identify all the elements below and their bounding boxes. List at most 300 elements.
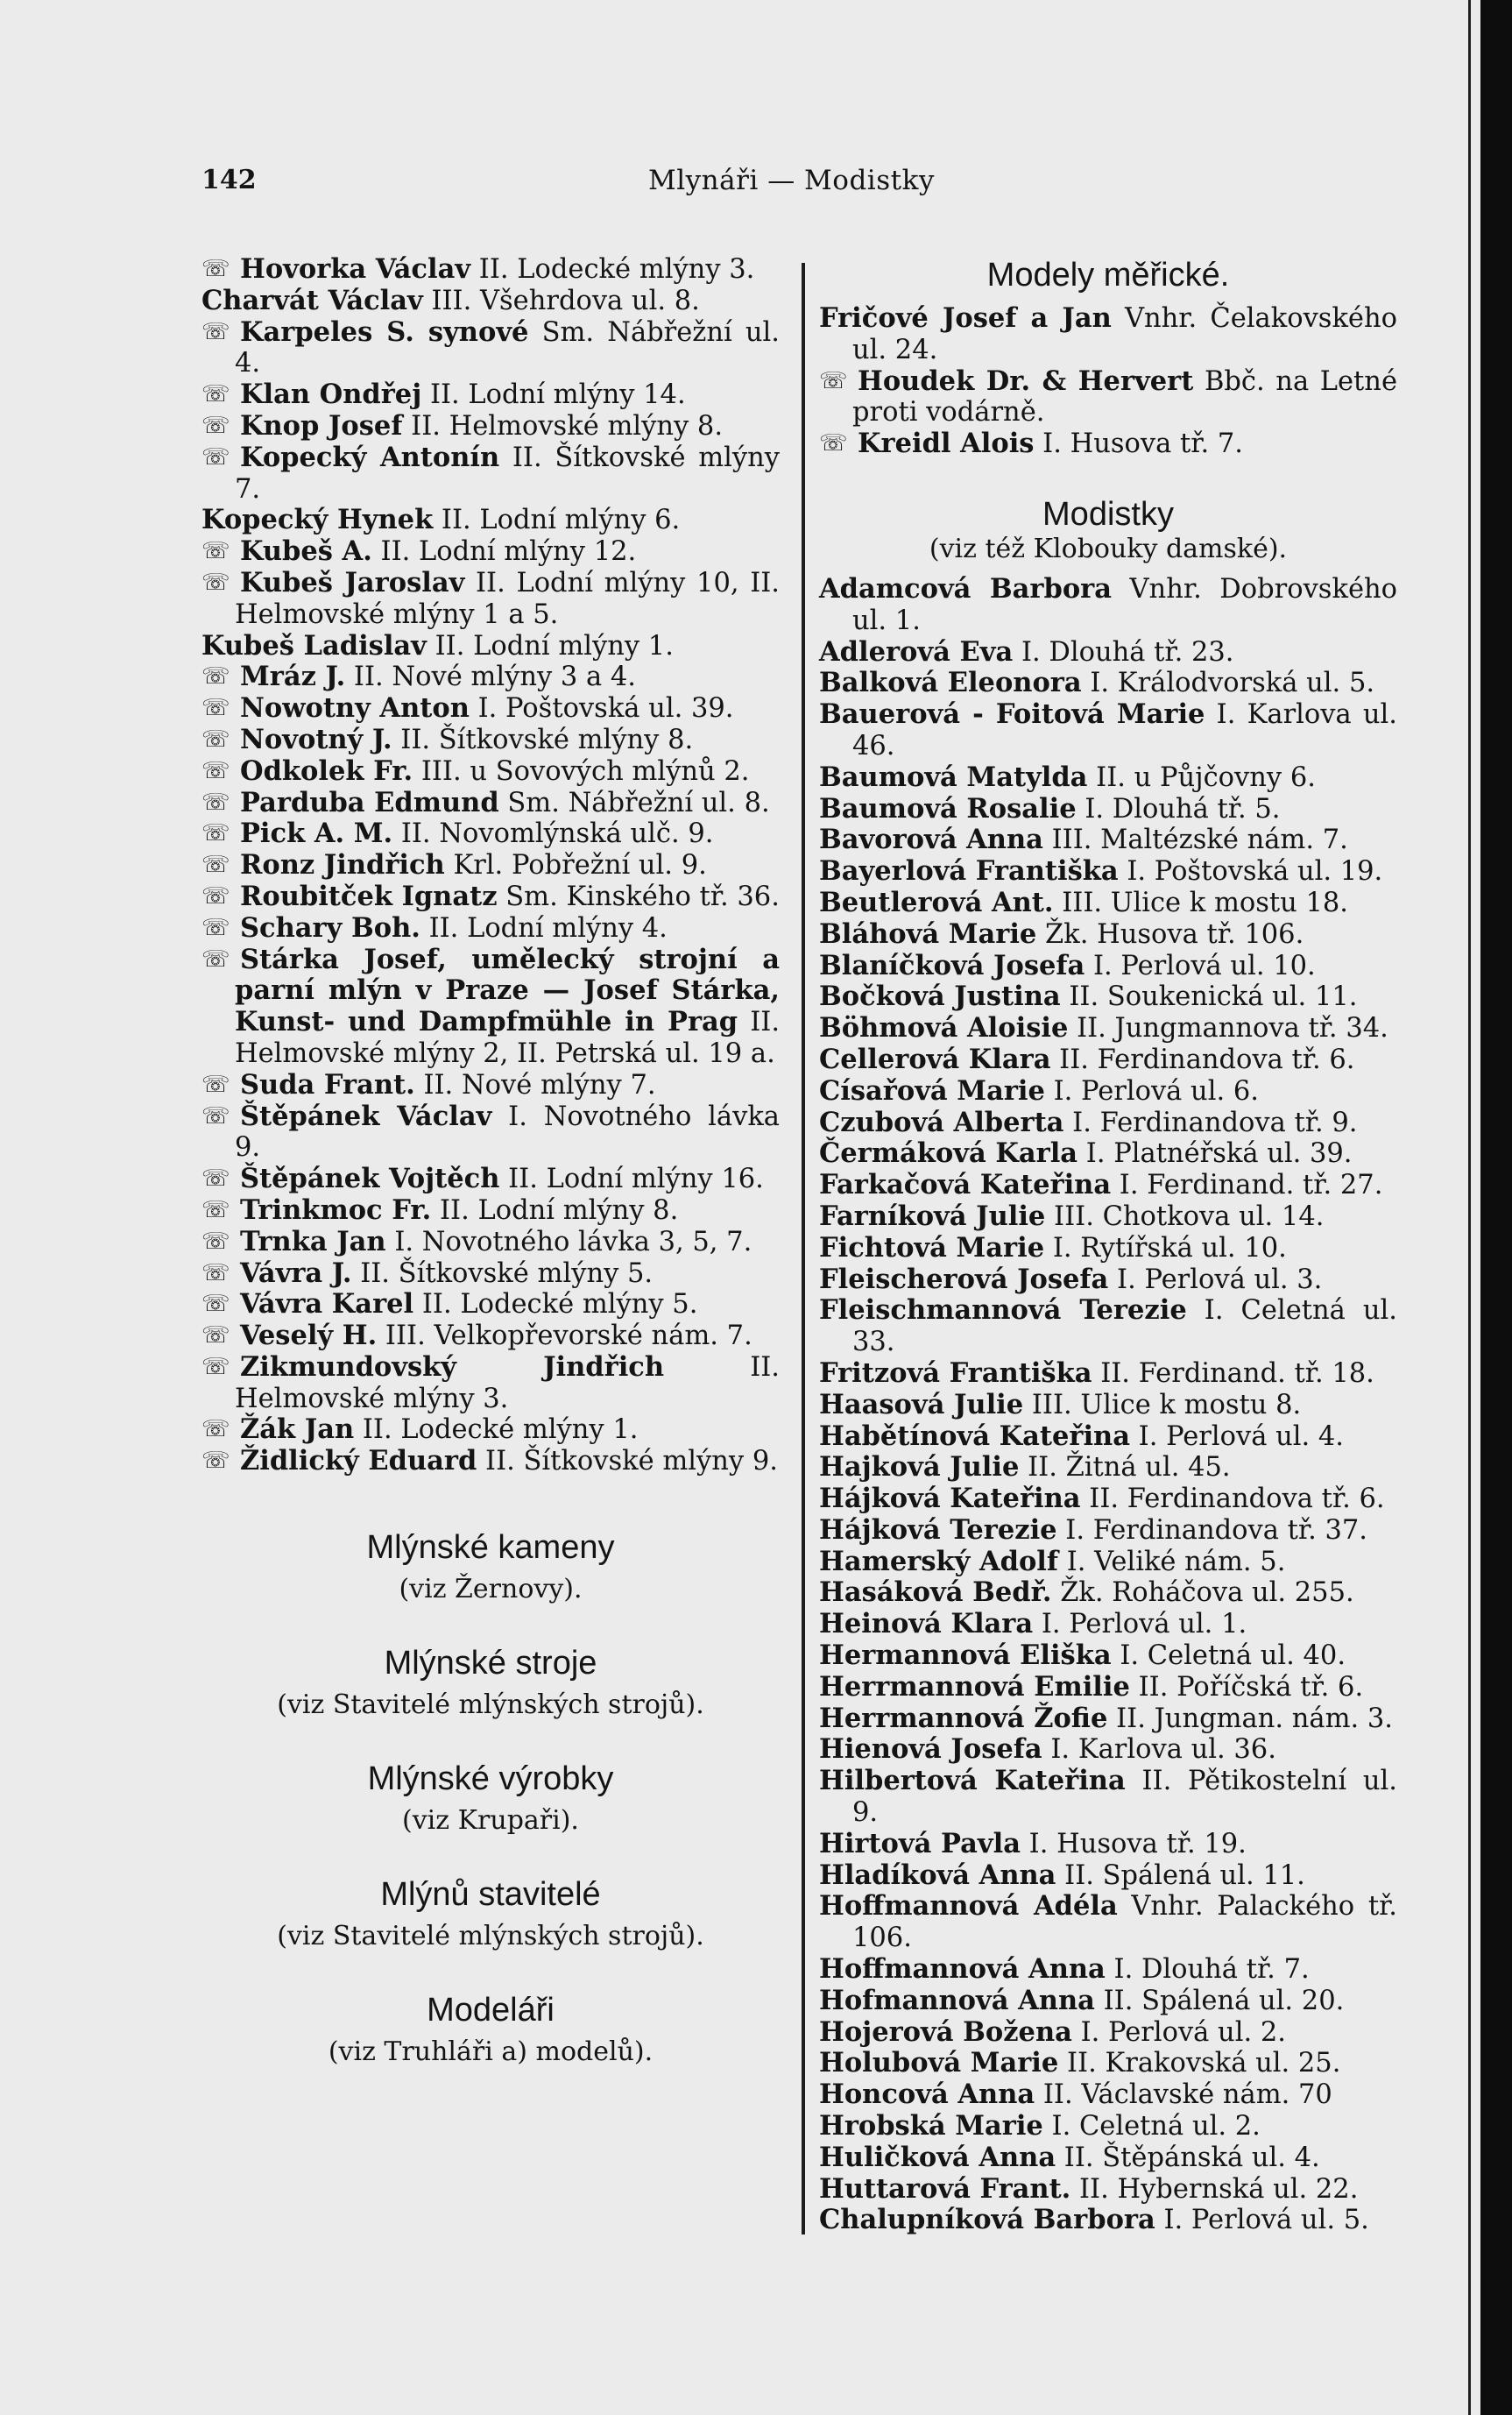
entry-name: Kopecký Antonín bbox=[240, 441, 500, 473]
entry-address: III. Chotkova ul. 14. bbox=[1054, 1200, 1325, 1232]
entry-name: Fichtová Marie bbox=[819, 1231, 1045, 1264]
entry-address: II. Helmovské mlýny 2, II. Petrská ul. 19 a. bbox=[235, 1007, 781, 1069]
directory-entry bbox=[819, 1672, 1397, 1703]
entry-name: Huttarová Frant. bbox=[819, 2172, 1071, 2205]
entry-address: I. Ferdinandova tř. 37. bbox=[1065, 1514, 1367, 1546]
directory-entry bbox=[201, 1446, 780, 1477]
telephone-icon: ☏ bbox=[201, 663, 230, 691]
entry-address: I. Poštovská ul. 39. bbox=[477, 693, 734, 725]
running-head: Mlynáři — Modistky bbox=[648, 165, 935, 196]
entry-name: Hrobská Marie bbox=[819, 2110, 1043, 2142]
directory-entry bbox=[201, 1227, 780, 1258]
entry-name: Hamerský Adolf bbox=[819, 1545, 1059, 1577]
entry-name: Adlerová Eva bbox=[819, 635, 1014, 668]
telephone-icon: ☏ bbox=[201, 1416, 230, 1443]
entry-name: Stárka Josef, umělecký strojní a parní mlýn v Praze — Josef Stárka, Kunst- und Dampfmühle in Prag bbox=[235, 943, 780, 1038]
entry-name: Hájková Terezie bbox=[819, 1513, 1057, 1546]
entry-name: Chalupníková Barbora bbox=[819, 2204, 1155, 2236]
entry-name: Heinová Klara bbox=[819, 1608, 1034, 1640]
entry-address: II. Štěpánská ul. 4. bbox=[1063, 2142, 1320, 2173]
telephone-icon: ☏ bbox=[201, 1071, 230, 1098]
entry-address: I. Ferdinandova tř. 9. bbox=[1072, 1107, 1358, 1138]
entry-address: III. Velkopřevorské nám. 7. bbox=[385, 1321, 752, 1352]
telephone-icon: ☏ bbox=[201, 1448, 230, 1475]
directory-entry bbox=[819, 1108, 1397, 1139]
entry-name: Czubová Alberta bbox=[819, 1106, 1064, 1138]
entry-name: Štěpánek Václav bbox=[240, 1100, 492, 1132]
telephone-icon: ☏ bbox=[201, 882, 230, 910]
directory-entry bbox=[819, 1390, 1397, 1421]
entry-name: Karpeles S. synové bbox=[240, 315, 529, 348]
entry-name: Trinkmoc Fr. bbox=[240, 1193, 432, 1226]
entry-name: Hienová Josefa bbox=[819, 1733, 1042, 1766]
entry-name: Fričové Josef a Jan bbox=[819, 302, 1112, 334]
entry-name: Beutlerová Ant. bbox=[819, 886, 1054, 918]
entry-name: Žák Jan bbox=[240, 1413, 355, 1446]
entry-name: Židlický Eduard bbox=[240, 1445, 477, 1477]
directory-entry bbox=[819, 825, 1397, 856]
directory-entry bbox=[201, 1164, 780, 1195]
mlynari-list bbox=[201, 254, 780, 1477]
entry-address: I. Veliké nám. 5. bbox=[1066, 1546, 1286, 1577]
entry-name: Bavorová Anna bbox=[819, 824, 1043, 856]
directory-entry bbox=[819, 1577, 1397, 1609]
directory-entry bbox=[819, 1295, 1397, 1358]
section-heading-modely: Modely měřické. bbox=[986, 257, 1230, 294]
entry-address: II. Novomlýnská ulč. 9. bbox=[400, 818, 714, 850]
directory-entry bbox=[819, 2142, 1397, 2174]
directory-entry bbox=[819, 1358, 1397, 1390]
entry-name: Houdek Dr. & Hervert bbox=[858, 365, 1194, 397]
directory-entry bbox=[819, 1547, 1397, 1578]
directory-entry bbox=[819, 2205, 1397, 2236]
directory-entry bbox=[819, 1829, 1397, 1860]
entry-address: II. Lodní mlýny 4. bbox=[428, 912, 668, 944]
right-column bbox=[819, 254, 1397, 2236]
entry-name: Mráz J. bbox=[240, 661, 346, 693]
section-heading: Mlýnské kameny bbox=[366, 1529, 615, 1567]
entry-address: II. Lodní mlýny 1. bbox=[435, 630, 674, 662]
directory-entry bbox=[201, 1414, 780, 1446]
entry-address: Žk. Roháčova ul. 255. bbox=[1060, 1577, 1354, 1609]
entry-name: Bočková Justina bbox=[819, 981, 1061, 1013]
directory-entry bbox=[819, 2048, 1397, 2079]
entry-name: Bláhová Marie bbox=[819, 917, 1037, 950]
directory-entry bbox=[201, 693, 780, 725]
entry-name: Schary Boh. bbox=[240, 911, 420, 944]
entry-name: Hirtová Pavla bbox=[819, 1827, 1021, 1859]
entry-name: Vávra Karel bbox=[240, 1288, 414, 1321]
entry-name: Nowotny Anton bbox=[240, 692, 470, 725]
telephone-icon: ☏ bbox=[201, 726, 230, 753]
directory-entry bbox=[201, 505, 780, 536]
entry-address: II. u Půjčovny 6. bbox=[1096, 761, 1316, 793]
directory-entry bbox=[819, 1452, 1397, 1484]
entry-name: Kubeš Jaroslav bbox=[240, 566, 465, 598]
directory-entry bbox=[201, 568, 780, 631]
entry-address: II. Lodní mlýny 10, II. Helmovské mlýny 1 a 5. bbox=[235, 567, 780, 630]
see-also-reference: (viz Truhláři a) modelů). bbox=[328, 2036, 654, 2068]
directory-entry bbox=[819, 981, 1397, 1013]
entry-name: Balková Eleonora bbox=[819, 667, 1082, 699]
entry-address: II. Šítkovské mlýny 7. bbox=[235, 442, 780, 505]
entry-address: I. Perlová ul. 6. bbox=[1053, 1075, 1259, 1107]
directory-entry bbox=[201, 443, 780, 506]
entry-name: Huličková Anna bbox=[819, 2141, 1056, 2173]
page-number: 142 bbox=[201, 165, 257, 195]
directory-entry bbox=[201, 945, 780, 1070]
telephone-icon: ☏ bbox=[201, 318, 230, 345]
directory-entry bbox=[201, 818, 780, 850]
entry-address: Vnhr. Čelakovského ul. 24. bbox=[852, 303, 1397, 365]
entry-address: Sm. Nábřežní ul. 4. bbox=[235, 316, 780, 379]
entry-address: III. u Sovových mlýnů 2. bbox=[420, 755, 750, 787]
directory-entry bbox=[201, 1101, 780, 1165]
entry-name: Fritzová Františka bbox=[819, 1356, 1092, 1389]
entry-name: Trnka Jan bbox=[240, 1225, 386, 1257]
entry-address: II. Ferdinandova tř. 6. bbox=[1089, 1484, 1385, 1515]
directory-entry bbox=[201, 1195, 780, 1227]
directory-entry bbox=[819, 856, 1397, 888]
entry-name: Císařová Marie bbox=[819, 1074, 1045, 1107]
entry-address: Sm. Nábřežní ul. 8. bbox=[507, 787, 770, 818]
telephone-icon: ☏ bbox=[201, 1102, 230, 1130]
entry-address: II. Lodecké mlýny 1. bbox=[362, 1414, 639, 1446]
directory-entry bbox=[201, 725, 780, 756]
entry-address: Sm. Kinského tř. 36. bbox=[505, 881, 780, 912]
directory-entry bbox=[819, 951, 1397, 982]
entry-name: Klan Ondřej bbox=[240, 379, 422, 411]
telephone-icon: ☏ bbox=[201, 695, 230, 722]
directory-entry bbox=[819, 1484, 1397, 1515]
directory-entry bbox=[819, 1233, 1397, 1264]
entry-name: Hilbertová Kateřina bbox=[819, 1765, 1126, 1797]
entry-name: Hladíková Anna bbox=[819, 1859, 1056, 1891]
page-header bbox=[201, 165, 937, 200]
telephone-icon: ☏ bbox=[201, 1196, 230, 1223]
directory-entry bbox=[201, 1070, 780, 1101]
telephone-icon: ☏ bbox=[201, 1353, 230, 1380]
entry-address: II. Lodní mlýny 14. bbox=[429, 379, 686, 411]
telephone-icon: ☏ bbox=[201, 757, 230, 784]
entry-name: Hermannová Eliška bbox=[819, 1640, 1112, 1672]
entry-address: II. Lodní mlýny 16. bbox=[508, 1164, 764, 1195]
directory-entry bbox=[201, 913, 780, 945]
entry-name: Štěpánek Vojtěch bbox=[240, 1163, 500, 1195]
entry-address: Bbč. na Letné proti vodárně. bbox=[852, 365, 1398, 428]
directory-entry bbox=[201, 1289, 780, 1321]
directory-entry bbox=[819, 1201, 1397, 1233]
entry-name: Knop Josef bbox=[240, 409, 403, 442]
entry-name: Parduba Edmund bbox=[240, 786, 499, 818]
directory-entry bbox=[819, 2111, 1397, 2142]
entry-address: II. Jungman. nám. 3. bbox=[1116, 1703, 1393, 1734]
entry-name: Baumová Rosalie bbox=[819, 792, 1077, 825]
directory-entry bbox=[819, 1703, 1397, 1735]
directory-entry bbox=[819, 1421, 1397, 1453]
directory-entry bbox=[819, 919, 1397, 951]
directory-entry bbox=[819, 303, 1397, 366]
directory-entry bbox=[201, 1352, 780, 1415]
telephone-icon: ☏ bbox=[201, 852, 230, 879]
entry-address: III. Ulice k mostu 8. bbox=[1031, 1389, 1302, 1420]
entry-address: II. Šítkovské mlýny 5. bbox=[360, 1257, 654, 1289]
entry-address: II. Helmovské mlýny 8. bbox=[411, 410, 724, 442]
telephone-icon: ☏ bbox=[201, 538, 230, 565]
entry-address: I. Husova tř. 7. bbox=[1042, 428, 1243, 460]
entry-address: Vnhr. Dobrovského ul. 1. bbox=[852, 573, 1397, 636]
entry-name: Adamcová Barbora bbox=[819, 572, 1112, 605]
page-edge-line bbox=[1468, 0, 1471, 2415]
see-also-reference: (viz Krupaři). bbox=[402, 1805, 579, 1837]
telephone-icon: ☏ bbox=[201, 569, 230, 596]
directory-entry bbox=[819, 888, 1397, 919]
telephone-icon: ☏ bbox=[201, 820, 230, 847]
entry-address: III. Všehrdova ul. 8. bbox=[431, 285, 700, 316]
directory-entry bbox=[819, 762, 1397, 794]
entry-name: Pick A. M. bbox=[240, 818, 393, 850]
entry-name: Zikmundovský Jindřich bbox=[240, 1350, 665, 1383]
entry-address: III. Maltézské nám. 7. bbox=[1051, 825, 1348, 856]
directory-entry bbox=[819, 1045, 1397, 1076]
directory-entry bbox=[201, 536, 780, 568]
telephone-icon: ☏ bbox=[819, 430, 848, 457]
directory-entry bbox=[819, 1076, 1397, 1108]
entry-name: Hasáková Bedř. bbox=[819, 1576, 1052, 1609]
directory-entry bbox=[819, 2174, 1397, 2206]
telephone-icon: ☏ bbox=[201, 381, 230, 408]
see-also-reference: (viz Stavitelé mlýnských strojů). bbox=[277, 1689, 704, 1721]
entry-address: II. Šítkovské mlýny 9. bbox=[485, 1446, 778, 1477]
entry-address: I. Celetná ul. 2. bbox=[1051, 2111, 1261, 2142]
entry-name: Hájková Kateřina bbox=[819, 1483, 1081, 1515]
entry-name: Blaníčková Josefa bbox=[819, 949, 1085, 981]
directory-entry bbox=[201, 788, 780, 819]
entry-address: I. Perlová ul. 10. bbox=[1092, 950, 1316, 981]
modely-list bbox=[819, 303, 1397, 460]
entry-name: Novotný J. bbox=[240, 723, 392, 755]
entry-address: I. Novotného lávka 3, 5, 7. bbox=[394, 1226, 752, 1257]
entry-address: I. Poštovská ul. 19. bbox=[1127, 856, 1383, 888]
entry-name: Honcová Anna bbox=[819, 2079, 1035, 2111]
section-heading-modistky: Modistky bbox=[1042, 495, 1174, 533]
directory-entry bbox=[819, 2079, 1397, 2111]
directory-entry bbox=[819, 1170, 1397, 1201]
directory-entry bbox=[819, 1986, 1397, 2017]
entry-name: Hoffmannová Adéla bbox=[819, 1890, 1118, 1923]
directory-entry bbox=[201, 1258, 780, 1290]
directory-entry bbox=[819, 1640, 1397, 1672]
directory-entry bbox=[201, 1321, 780, 1352]
column-divider bbox=[802, 263, 805, 2234]
entry-address: I. Perlová ul. 1. bbox=[1041, 1609, 1247, 1640]
entry-name: Bayerlová Františka bbox=[819, 855, 1119, 888]
entry-name: Roubitček Ignatz bbox=[240, 880, 498, 912]
entry-address: I. Ferdinand. tř. 27. bbox=[1119, 1170, 1383, 1201]
entry-name: Farníková Julie bbox=[819, 1200, 1046, 1232]
entry-address: I. Dlouhá tř. 23. bbox=[1021, 636, 1234, 668]
entry-address: I. Rytířská ul. 10. bbox=[1052, 1232, 1287, 1264]
entry-address: Vnhr. Palackého tř. 106. bbox=[852, 1891, 1397, 1954]
entry-address: II. Lodecké mlýny 3. bbox=[478, 254, 755, 285]
entry-address: II. Ferdinand. tř. 18. bbox=[1100, 1357, 1374, 1389]
entry-name: Odkolek Fr. bbox=[240, 754, 413, 787]
entry-address: II. Václavské nám. 70 bbox=[1042, 2079, 1332, 2111]
entry-name: Veselý H. bbox=[240, 1320, 378, 1352]
entry-name: Baumová Matylda bbox=[819, 761, 1088, 793]
telephone-icon: ☏ bbox=[201, 945, 230, 973]
directory-entry bbox=[819, 366, 1397, 429]
directory-entry bbox=[819, 1609, 1397, 1640]
directory-entry bbox=[201, 317, 780, 380]
entry-name: Farkačová Kateřina bbox=[819, 1169, 1112, 1201]
directory-entry bbox=[819, 2017, 1397, 2049]
entry-name: Herrmannová Žofie bbox=[819, 1702, 1108, 1734]
entry-name: Čermáková Karla bbox=[819, 1137, 1078, 1170]
section-heading: Mlýnů stavitelé bbox=[380, 1876, 601, 1914]
entry-name: Haasová Julie bbox=[819, 1388, 1024, 1420]
entry-address: II. Ferdinandova tř. 6. bbox=[1059, 1044, 1355, 1075]
entry-address: II. Žitná ul. 45. bbox=[1028, 1452, 1231, 1484]
section-heading: Modeláři bbox=[427, 1992, 555, 2029]
entry-name: Hofmannová Anna bbox=[819, 1984, 1095, 2016]
directory-entry bbox=[201, 286, 780, 317]
entry-name: Fleischerová Josefa bbox=[819, 1263, 1109, 1295]
entry-address: II. Krakovská ul. 25. bbox=[1066, 2048, 1341, 2079]
entry-address: II. Hybernská ul. 22. bbox=[1078, 2173, 1359, 2205]
entry-address: II. Nové mlýny 3 a 4. bbox=[353, 662, 636, 693]
entry-address: Žk. Husova tř. 106. bbox=[1045, 918, 1304, 950]
directory-entry bbox=[819, 1766, 1397, 1829]
entry-name: Hovorka Václav bbox=[240, 253, 471, 285]
see-also-reference: (viz Stavitelé mlýnských strojů). bbox=[277, 1921, 704, 1952]
entry-name: Herrmannová Emilie bbox=[819, 1670, 1130, 1703]
directory-entry bbox=[819, 1860, 1397, 1892]
entry-name: Vávra J. bbox=[240, 1257, 352, 1289]
directory-entry bbox=[819, 1138, 1397, 1170]
entry-address: II. Spálená ul. 11. bbox=[1064, 1859, 1305, 1891]
directory-entry bbox=[819, 1734, 1397, 1766]
entry-address: II. Lodní mlýny 6. bbox=[441, 505, 681, 536]
telephone-icon: ☏ bbox=[201, 412, 230, 439]
entry-address: I. Dlouhá tř. 7. bbox=[1113, 1954, 1310, 1986]
directory-entry bbox=[819, 668, 1397, 699]
entry-address: I. Karlova ul. 36. bbox=[1050, 1734, 1276, 1766]
entry-address: II. Lodní mlýny 8. bbox=[439, 1194, 679, 1226]
entry-address: III. Ulice k mostu 18. bbox=[1062, 887, 1349, 918]
telephone-icon: ☏ bbox=[201, 256, 230, 282]
telephone-icon: ☏ bbox=[201, 1322, 230, 1349]
telephone-icon: ☏ bbox=[201, 789, 230, 816]
section-heading: Mlýnské výrobky bbox=[367, 1760, 614, 1798]
entry-address: I. Perlová ul. 5. bbox=[1163, 2205, 1369, 2236]
see-also-reference: (viz Žernovy). bbox=[399, 1574, 583, 1605]
entry-address: I. Celetná ul. 40. bbox=[1120, 1640, 1346, 1672]
entry-address: I. Dlouhá tř. 5. bbox=[1085, 793, 1281, 825]
entry-name: Kreidl Alois bbox=[858, 428, 1035, 460]
directory-entry bbox=[201, 254, 780, 286]
entry-address: II. Spálená ul. 20. bbox=[1103, 1985, 1345, 2016]
page-edge-shadow bbox=[1480, 0, 1512, 2415]
entry-name: Habětínová Kateřina bbox=[819, 1420, 1130, 1452]
entry-address: I. Perlová ul. 3. bbox=[1117, 1264, 1323, 1295]
entry-name: Hojerová Božena bbox=[819, 2015, 1072, 2048]
directory-entry bbox=[819, 574, 1397, 637]
directory-entry bbox=[819, 428, 1397, 460]
telephone-icon: ☏ bbox=[201, 1291, 230, 1318]
section-heading: Mlýnské stroje bbox=[384, 1645, 597, 1682]
entry-name: Holubová Marie bbox=[819, 2047, 1059, 2079]
directory-entry bbox=[201, 631, 780, 662]
telephone-icon: ☏ bbox=[201, 1228, 230, 1255]
entry-address: II. Soukenická ul. 11. bbox=[1069, 981, 1358, 1013]
directory-entry bbox=[819, 699, 1397, 762]
directory-entry bbox=[819, 1891, 1397, 1954]
telephone-icon: ☏ bbox=[201, 443, 230, 471]
entry-name: Kopecký Hynek bbox=[201, 504, 434, 536]
entry-name: Bauerová - Foitová Marie bbox=[819, 698, 1205, 731]
directory-entry bbox=[201, 850, 780, 882]
entry-name: Ronz Jindřich bbox=[240, 849, 445, 882]
entry-address: II. Jungmannova tř. 34. bbox=[1077, 1013, 1388, 1045]
entry-address: II. Lodecké mlýny 5. bbox=[421, 1289, 698, 1321]
entry-address: I. Novotného lávka 9. bbox=[235, 1101, 780, 1164]
directory-entry bbox=[819, 1264, 1397, 1296]
directory-entry bbox=[819, 794, 1397, 825]
directory-entry bbox=[819, 1515, 1397, 1547]
entry-address: I. Platnéřská ul. 39. bbox=[1085, 1138, 1353, 1170]
entry-address: I. Perlová ul. 4. bbox=[1138, 1420, 1345, 1452]
entry-address: Krl. Pobřežní ul. 9. bbox=[453, 850, 707, 882]
entry-address: I. Husova tř. 19. bbox=[1028, 1828, 1247, 1859]
directory-entry bbox=[201, 411, 780, 443]
entry-address: I. Karlova ul. 46. bbox=[852, 699, 1397, 761]
directory-entry bbox=[201, 756, 780, 788]
entry-address: II. Poříčská tř. 6. bbox=[1138, 1671, 1364, 1703]
entry-name: Kubeš A. bbox=[240, 535, 372, 568]
entry-address: I. Králodvorská ul. 5. bbox=[1090, 668, 1375, 699]
directory-entry bbox=[201, 882, 780, 913]
entry-address: II. Nové mlýny 7. bbox=[423, 1069, 656, 1101]
modistky-list bbox=[819, 574, 1397, 2236]
entry-name: Böhmová Aloisie bbox=[819, 1012, 1069, 1045]
left-column bbox=[201, 254, 780, 2068]
entry-name: Hajková Julie bbox=[819, 1451, 1020, 1484]
entry-address: I. Perlová ul. 2. bbox=[1080, 2016, 1286, 2048]
telephone-icon: ☏ bbox=[201, 1165, 230, 1193]
entry-name: Charvát Václav bbox=[201, 284, 423, 316]
entry-address: I. Celetná ul. 33. bbox=[852, 1295, 1397, 1358]
directory-entry bbox=[819, 1013, 1397, 1045]
entry-name: Fleischmannová Terezie bbox=[819, 1294, 1187, 1327]
telephone-icon: ☏ bbox=[201, 914, 230, 941]
entry-address: II. Šítkovské mlýny 8. bbox=[400, 724, 694, 755]
directory-entry bbox=[201, 379, 780, 411]
entry-address: II. Pětikostelní ul. 9. bbox=[852, 1766, 1397, 1829]
entry-name: Kubeš Ladislav bbox=[201, 629, 427, 662]
telephone-icon: ☏ bbox=[819, 367, 848, 394]
entry-name: Cellerová Klara bbox=[819, 1043, 1051, 1075]
cross-reference-sections bbox=[201, 1528, 780, 2068]
directory-entry bbox=[201, 662, 780, 693]
directory-entry bbox=[819, 1954, 1397, 1986]
entry-name: Hoffmannová Anna bbox=[819, 1953, 1106, 1986]
entry-address: II. Lodní mlýny 12. bbox=[380, 536, 637, 568]
entry-address: II. Helmovské mlýny 3. bbox=[235, 1351, 780, 1414]
modistky-see-also: (viz též Klobouky damské). bbox=[929, 533, 1288, 564]
directory-entry bbox=[819, 637, 1397, 669]
telephone-icon: ☏ bbox=[201, 1259, 230, 1286]
